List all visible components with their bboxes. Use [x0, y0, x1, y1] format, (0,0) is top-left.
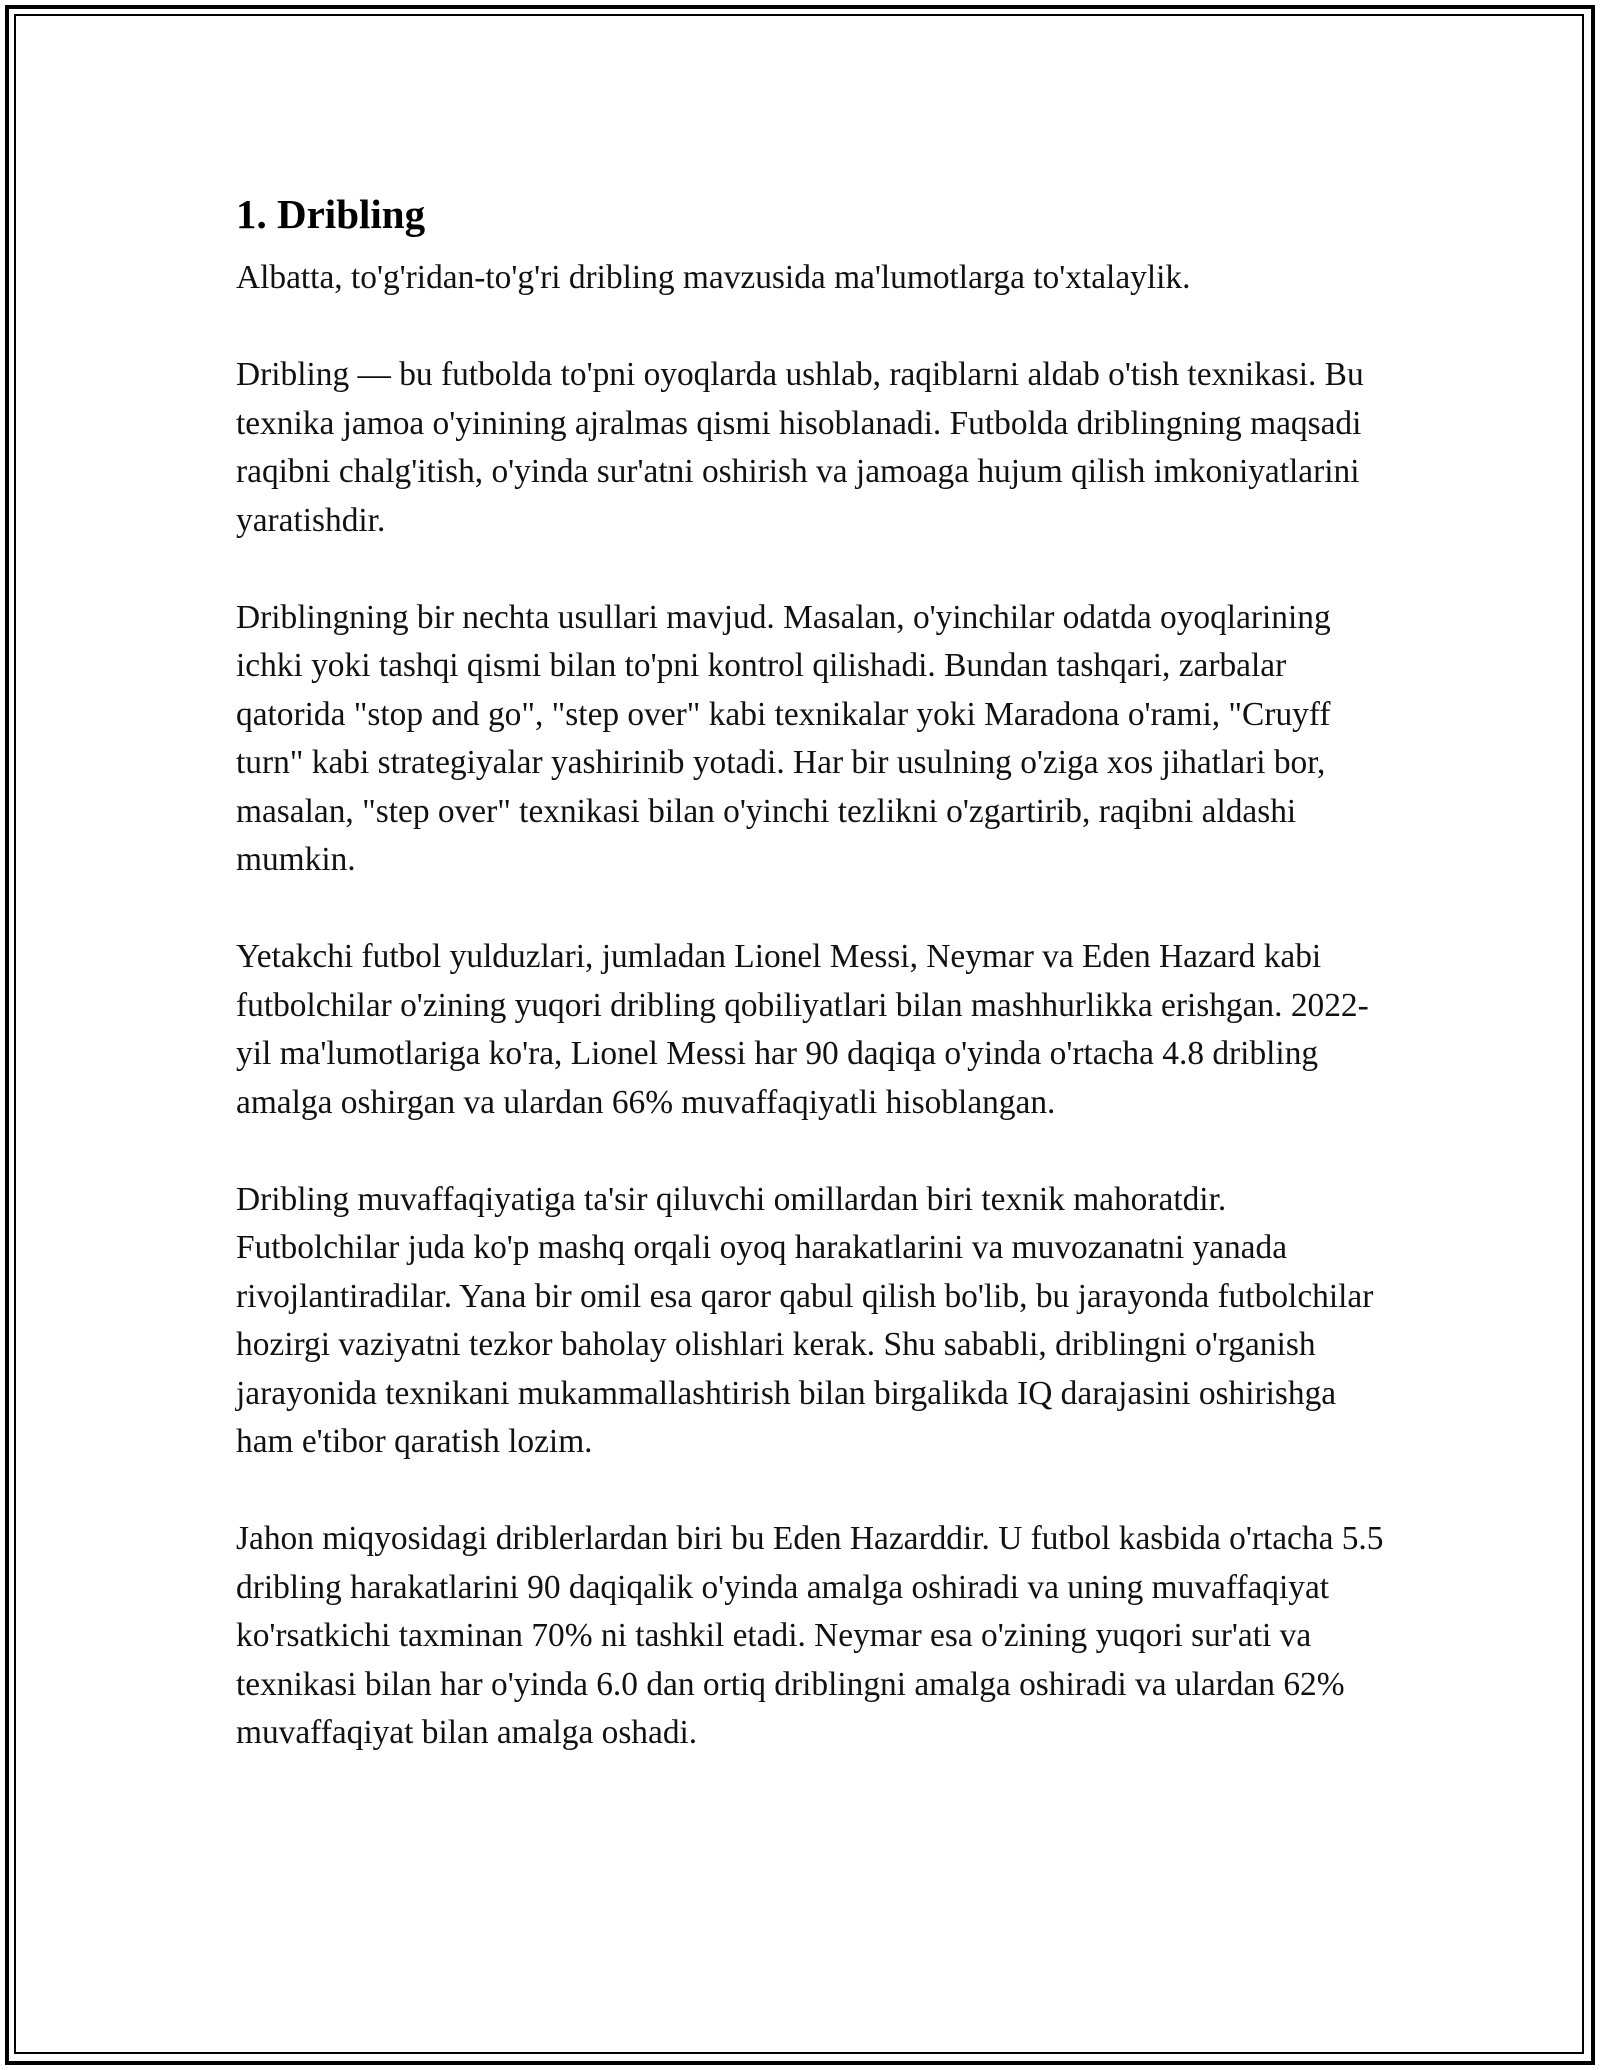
- paragraph-factors: Dribling muvaffaqiyatiga ta'sir qiluvchi omillardan biri texnik mahoratdir. Futbolchilar juda ko'p mashq orqali oyoq harakatlarini va muvozanatni yanada rivojlantiradilar. Yana bir omil esa qaror qabul qilish bo'lib, bu jarayonda futbolchilar hozirgi vaziyatni tezkor baholay olishlari kerak. Shu sababli, driblingni o'rganish jarayonida texnikani mukammallashtirish bilan birgalikda IQ darajasini oshirishga ham e'tibor qaratish lozim.: [236, 1180, 1374, 1460]
- paragraph-techniques: Driblingning bir nechta usullari mavjud. Masalan, o'yinchilar odatda oyoqlarining ichki yoki tashqi qismi bilan to'pni kontrol qilishadi. Bundan tashqari, zarbalar qatorida "stop and go", "step over" kabi texnikalar yoki Maradona o'rami, "Cruyff turn" kabi strategiyalar yashirinib yotadi. Har bir usulning o'ziga xos jihatlari bor, masalan, "step over" texnikasi bilan o'yinchi tezlikni o'zgartirib, raqibni aldashi mumkin.: [236, 598, 1331, 878]
- paragraph-definition: Dribling — bu futbolda to'pni oyoqlarda ushlab, raqiblarni aldab o'tish texnikasi. Bu texnika jamoa o'yinining ajralmas qismi hisoblanadi. Futbolda driblingning maqsadi raqibni chalg'itish, o'yinda sur'atni oshirish va jamoaga hujum qilish imkoniyatlarini yaratishdir.: [236, 356, 1364, 539]
- paragraph-stars: Yetakchi futbol yulduzlari, jumladan Lionel Messi, Neymar va Eden Hazard kabi futbolchilar o'zining yuqori dribling qobiliyatlari bilan mashhurlikka erishgan. 2022-yil ma'lumotlariga ko'ra, Lionel Messi har 90 daqiqa o'yinda o'rtacha 4.8 dribling amalga oshirgan va ulardan 66% muvaffaqiyatli hisoblangan.: [236, 938, 1369, 1121]
- paragraph-intro: Albatta, to'g'ridan-to'g'ri dribling mavzusida ma'lumotlarga to'xtalaylik.: [236, 259, 1191, 296]
- section-heading: 1. Dribling: [236, 191, 426, 237]
- document-body: [236, 186, 1396, 1758]
- paragraph-hazard-neymar: Jahon miqyosidagi driblerlardan biri bu Eden Hazarddir. U futbol kasbida o'rtacha 5.5 dribling harakatlarini 90 daqiqalik o'yinda amalga oshiradi va uning muvaffaqiyat ko'rsatkichi taxminan 70% ni tashkil etadi. Neymar esa o'zining yuqori sur'ati va texnikasi bilan har o'yinda 6.0 dan ortiq driblingni amalga oshiradi va ulardan 62% muvaffaqiyat bilan amalga oshadi.: [236, 1520, 1384, 1751]
